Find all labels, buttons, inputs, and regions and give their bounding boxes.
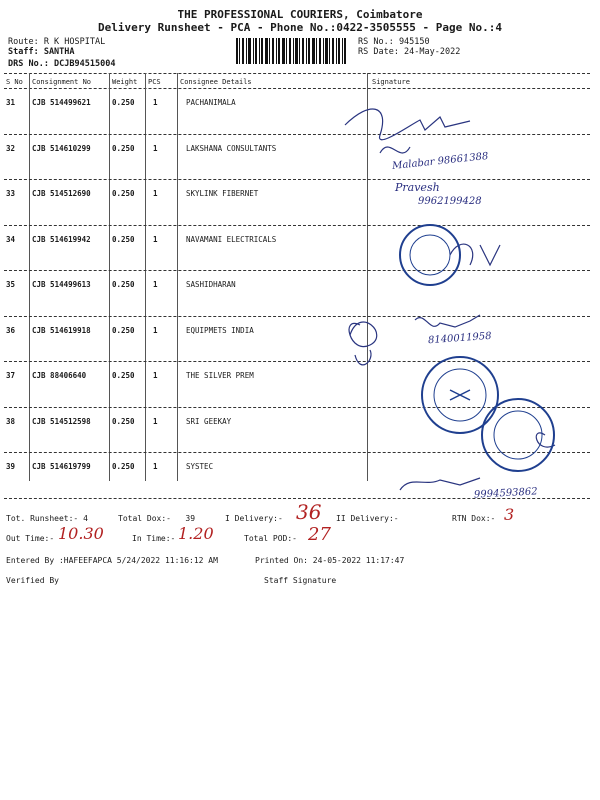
row-pcs: 1 [153, 416, 158, 426]
row-divider [4, 316, 590, 317]
col-header-pcs: PCS [148, 78, 161, 86]
row-pcs: 1 [153, 462, 158, 471]
tot-runsheet: Tot. Runsheet:- 4 [6, 514, 88, 523]
out-time: Out Time:- [6, 534, 55, 543]
row-weight: 0.250 [112, 143, 135, 153]
row-consignee: THE SILVER PREM [186, 371, 254, 380]
row-weight: 0.250 [112, 234, 135, 244]
row-pcs: 1 [153, 325, 158, 335]
verified-by: Verified By [6, 576, 59, 585]
row-sno: 34 [6, 234, 16, 244]
printed-on: Printed On: 24-05-2022 11:17:47 [255, 556, 405, 565]
row-pcs: 1 [153, 234, 158, 244]
row-divider [4, 270, 590, 271]
row-weight: 0.250 [112, 371, 135, 380]
row-weight: 0.250 [112, 98, 135, 107]
row-pcs: 1 [153, 143, 158, 153]
total-pod: Total POD:- [244, 534, 297, 543]
row-pcs: 1 [153, 280, 158, 289]
row-weight: 0.250 [112, 280, 135, 289]
row33-phone: 9962199428 [418, 196, 482, 207]
row-consignment: CJB 88406640 [32, 371, 87, 380]
row-pcs: 1 [153, 371, 158, 380]
row-consignee: SYSTEC [186, 462, 214, 471]
row-consignee: LAKSHANA CONSULTANTS [186, 143, 277, 153]
row-weight: 0.250 [112, 189, 135, 198]
row-consignee: PACHANIMALA [186, 98, 236, 107]
ii-delivery: II Delivery:- [336, 514, 399, 523]
row-consignee: NAVAMANI ELECTRICALS [186, 234, 277, 244]
row-sno: 33 [6, 189, 16, 198]
row-sno: 32 [6, 143, 16, 153]
row-consignment: CJB 514512598 [32, 416, 91, 426]
row-consignee: EQUIPMETS INDIA [186, 325, 254, 335]
i-delivery-value: 36 [296, 500, 322, 524]
col-header-consignee: Consignee Details [180, 78, 252, 86]
in-time-value: 1.20 [178, 524, 214, 543]
company-title: THE PROFESSIONAL COURIERS, Coimbatore [177, 8, 423, 21]
row-sno: 31 [6, 98, 16, 107]
drs-label: DRS No.: DCJB94515004 [8, 59, 116, 69]
row-consignment: CJB 514499621 [32, 98, 91, 107]
row-consignment: CJB 514610299 [32, 143, 91, 153]
table-top-rule [4, 73, 590, 74]
row39-phone: 9994593862 [473, 486, 538, 501]
rtn-dox: RTN Dox:- [452, 514, 496, 523]
row-sno: 37 [6, 371, 16, 380]
row-consignee: SKYLINK FIBERNET [186, 189, 259, 198]
runsheet-title: Delivery Runsheet - PCA - Phone No.:0422-3505555 - Page No.:4 [98, 21, 502, 34]
stamp-1 [400, 225, 460, 285]
row-consignee: SASHIDHARAN [186, 280, 236, 289]
col-header-consignment: Consignment No [32, 78, 92, 86]
staff-label: Staff: SANTHA [8, 47, 75, 57]
row-sno: 38 [6, 416, 16, 426]
row32-note: Malabar 98661388 [391, 150, 489, 173]
row-pcs: 1 [153, 98, 158, 107]
row-weight: 0.250 [112, 325, 135, 335]
row-sno: 36 [6, 325, 16, 335]
row-consignment: CJB 514499613 [32, 280, 91, 289]
row-pcs: 1 [153, 189, 158, 198]
col-header-signature: Signature [372, 78, 410, 86]
staff-signature-label: Staff Signature [264, 576, 337, 585]
row-sno: 39 [6, 462, 16, 471]
stamp-3 [482, 399, 554, 471]
row33-name: Pravesh [395, 181, 440, 194]
row-divider [4, 225, 590, 226]
rtn-dox-value: 3 [504, 505, 515, 524]
total-pod-value: 27 [308, 524, 331, 545]
route-label: Route: R K HOSPITAL [8, 37, 106, 47]
barcode [236, 38, 346, 64]
stamp-2 [422, 357, 498, 433]
col-header-sno: S No [6, 78, 23, 86]
i-delivery: I Delivery:- [225, 514, 283, 523]
entered-by: Entered By :HAFEEFAPCA 5/24/2022 11:16:12 AM [6, 556, 218, 565]
row-consignment: CJB 514619799 [32, 462, 91, 471]
total-dox: Total Dox:- 39 [118, 514, 196, 523]
row-consignment: CJB 514512690 [32, 189, 91, 198]
table-header-rule [4, 88, 590, 89]
rs-no-label: RS No.: 945150 [358, 37, 430, 47]
row-divider [4, 452, 590, 453]
row-divider [4, 134, 590, 135]
in-time: In Time:- [132, 534, 176, 543]
rs-date-label: RS Date: 24-May-2022 [358, 47, 461, 57]
row-weight: 0.250 [112, 416, 135, 426]
row-weight: 0.250 [112, 462, 135, 471]
row-sno: 35 [6, 280, 16, 289]
col-header-weight: Weight [112, 78, 138, 86]
row-consignment: CJB 514619918 [32, 325, 91, 335]
out-time-value: 10.30 [58, 524, 104, 543]
row-consignment: CJB 514619942 [32, 234, 91, 244]
row36-phone: 8140011958 [427, 330, 492, 347]
row-divider [4, 361, 590, 362]
row-divider [4, 179, 590, 180]
row-divider [4, 407, 590, 408]
row-consignee: SRI GEEKAY [186, 416, 232, 426]
